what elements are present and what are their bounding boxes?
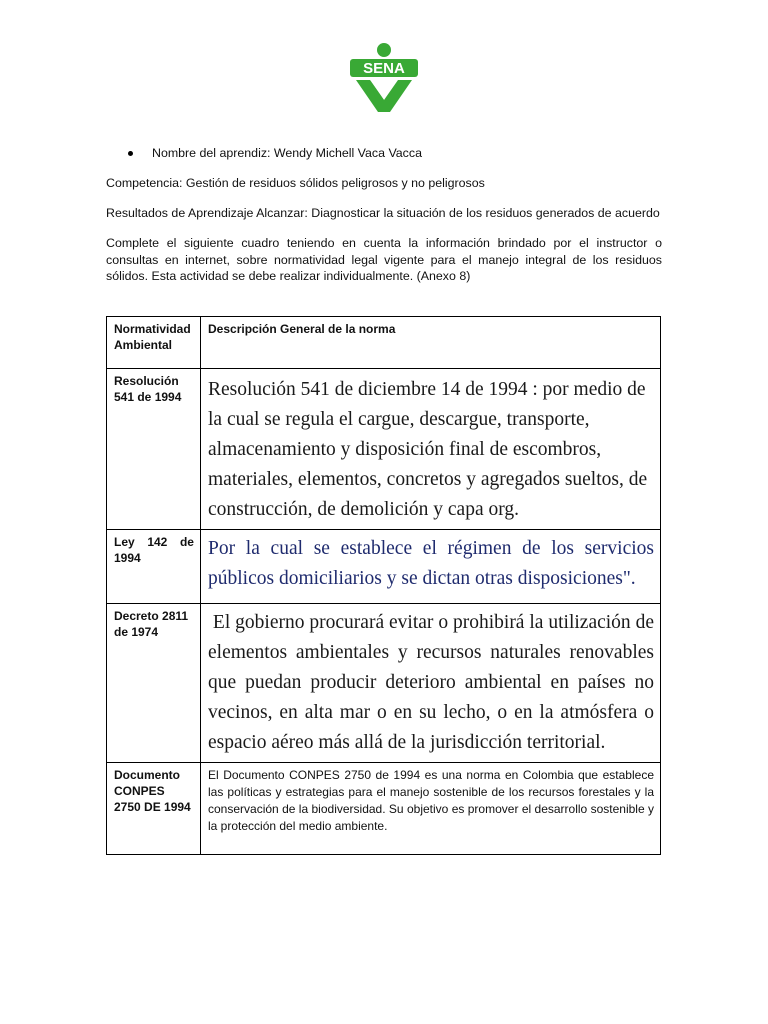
norma-word: Ley <box>114 535 135 549</box>
descripcion-text: El Documento CONPES 2750 de 1994 es una norma en Colombia que establece las políticas y estrategias para el manejo sostenible de los recursos forestales y la conservación de la biodiversidad. Su objetivo es promover el desarrollo sostenible y la protección del medio ambiente. <box>208 768 654 833</box>
row-norma: Resolución 541 de 1994 <box>107 369 201 530</box>
row-norma: Documento CONPES 2750 DE 1994 <box>107 763 201 855</box>
norma-word: de <box>179 535 194 549</box>
resultados-text: Resultados de Aprendizaje Alcanzar: Diagnosticar la situación de los residuos generados de acuerdo <box>106 206 660 220</box>
normatividad-table <box>106 316 661 855</box>
competencia-text: Competencia: Gestión de residuos sólidos peligrosos y no peligrosos <box>106 176 485 190</box>
row-descripcion <box>201 369 661 530</box>
descripcion-text: Resolución 541 de diciembre 14 de 1994 : por medio de la cual se regula el cargue, descargue, transporte, almacenamiento y disposición final de escombros, materiales, elementos, concretos y agregados sueltos, de construcción, de demolición y capa org. <box>208 379 648 520</box>
descripcion-text: Por la cual se establece el régimen de los servicios públicos domiciliarios y se dictan otras disposiciones". <box>208 538 654 589</box>
header-normatividad: Normatividad Ambiental <box>107 317 201 369</box>
row-descripcion <box>201 604 661 763</box>
descripcion-text: El gobierno procurará evitar o prohibirá la utilización de elementos ambientales y recursos naturales renovables que puedan producir deterioro ambiental en países no vecinos, en alta mar o en su lecho, o en la atmósfera o espacio aéreo más allá de la jurisdicción territorial. <box>208 612 659 753</box>
learner-name: Nombre del aprendiz: Wendy Michell Vaca Vacca <box>152 146 422 160</box>
norma-word: 142 <box>147 535 168 549</box>
table-row <box>107 763 661 855</box>
table-row <box>107 530 661 604</box>
row-descripcion <box>201 763 661 855</box>
norma-year: 1994 <box>114 551 141 565</box>
bullet-icon <box>128 151 133 156</box>
table-row <box>107 604 661 763</box>
table-header-row <box>107 317 661 369</box>
instrucciones-text: Complete el siguiente cuadro teniendo en cuenta la información brindado por el instructor o consultas en internet, sobre normatividad legal vigente para el manejo integral de los residuos sólidos. Esta actividad se debe realizar individualmente. (Anexo 8) <box>106 236 662 283</box>
sena-logo <box>346 42 422 114</box>
row-descripcion <box>201 530 661 604</box>
row-norma: Decreto 2811 de 1974 <box>107 604 201 763</box>
norma-line <box>114 534 194 550</box>
row-norma <box>107 530 201 604</box>
header-descripcion: Descripción General de la norma <box>201 317 661 369</box>
svg-text:SENA: SENA <box>363 60 405 77</box>
table-row <box>107 369 661 530</box>
